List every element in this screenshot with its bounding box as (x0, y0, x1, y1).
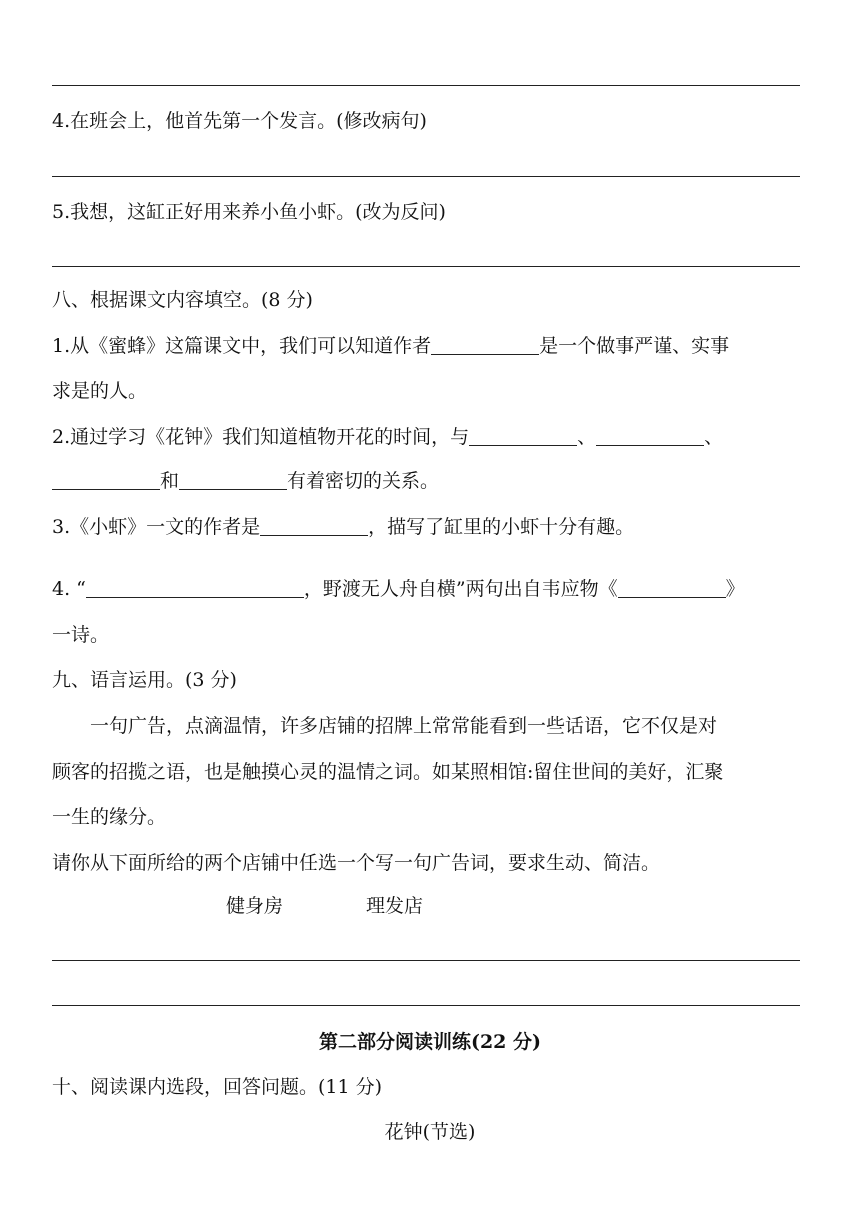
answer-line (52, 176, 800, 177)
fill-blank[interactable] (260, 515, 368, 536)
fill-question-4-cont: 一诗。 (52, 624, 110, 646)
fill-blank[interactable] (431, 334, 539, 355)
question-text: 》 (725, 578, 745, 600)
fill-blank[interactable] (179, 469, 287, 490)
section-8-heading: 八、根据课文内容填空。(8 分) (52, 289, 313, 311)
fill-question-2-cont (52, 468, 439, 494)
fill-blank[interactable] (469, 425, 577, 446)
question-text: 2.通过学习《花钟》我们知道植物开花的时间，与 (52, 426, 470, 448)
fill-blank[interactable] (52, 469, 160, 490)
fill-question-3 (52, 514, 634, 540)
section-10-heading: 十、阅读课内选段，回答问题。(11 分) (52, 1076, 383, 1098)
passage-line-3: 一生的缘分。 (52, 806, 167, 828)
answer-line (52, 1005, 800, 1006)
fill-blank[interactable] (596, 425, 704, 446)
part-2-title: 第二部分阅读训练(22 分) (318, 1031, 542, 1053)
instruction: 请你从下面所给的两个店铺中任选一个写一句广告词，要求生动、简洁。 (52, 852, 661, 874)
section-9-heading: 九、语言运用。(3 分) (52, 669, 237, 691)
question-text: 有着密切的关系。 (287, 470, 440, 492)
fill-question-4 (52, 576, 745, 602)
fill-question-1-cont: 求是的人。 (52, 380, 148, 402)
passage-title: 花钟(节选) (384, 1121, 476, 1143)
question-text: 4. “ (52, 578, 86, 600)
answer-line (52, 266, 800, 267)
question-text: 和 (160, 470, 180, 492)
question-text: 1.从《蜜蜂》这篇课文中，我们可以知道作者 (52, 335, 432, 357)
separator: 、 (704, 426, 724, 448)
option-barber: 理发店 (366, 895, 424, 917)
question-text: ，野渡无人舟自横”两句出自韦应物《 (303, 578, 618, 600)
question-item-5: 5.我想，这缸正好用来养小鱼小虾。(改为反问) (52, 201, 446, 223)
fill-blank[interactable] (86, 577, 304, 598)
passage-line-2: 顾客的招揽之语，也是触摸心灵的温情之词。如某照相馆:留住世间的美好，汇聚 (52, 761, 724, 783)
fill-blank[interactable] (618, 577, 726, 598)
passage-line-1: 一句广告，点滴温情，许多店铺的招牌上常常能看到一些话语，它不仅是对 (90, 715, 718, 737)
fill-question-2 (52, 424, 723, 450)
answer-line (52, 85, 800, 86)
question-text: 是一个做事严谨、实事 (539, 335, 730, 357)
question-item-4: 4.在班会上，他首先第一个发言。(修改病句) (52, 110, 427, 132)
question-text: 3.《小虾》一文的作者是 (52, 516, 261, 538)
option-gym: 健身房 (226, 895, 284, 917)
question-text: ，描写了缸里的小虾十分有趣。 (368, 516, 635, 538)
fill-question-1 (52, 333, 729, 359)
answer-line (52, 960, 800, 961)
separator: 、 (577, 426, 597, 448)
